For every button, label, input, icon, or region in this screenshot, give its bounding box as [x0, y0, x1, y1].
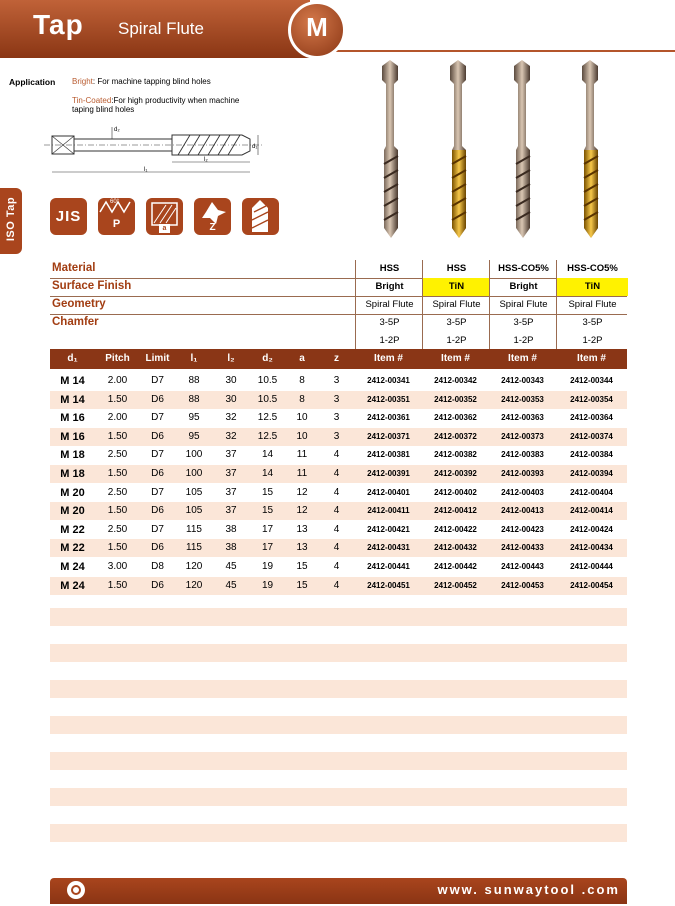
item-number-cell: 2412-00374: [570, 431, 613, 441]
column-header: d₂: [262, 353, 273, 364]
table-cell: D7: [151, 375, 164, 386]
spec-cell: Spiral Flute: [489, 296, 557, 314]
item-number-cell: 2412-00433: [501, 543, 544, 553]
spec-label: Material: [52, 262, 96, 274]
table-cell: 1.50: [107, 579, 128, 591]
spec-cell: Spiral Flute: [422, 296, 490, 314]
table-cell: 12: [296, 505, 308, 517]
table-row: [50, 539, 627, 557]
table-cell: 4: [333, 505, 340, 517]
column-header: z: [334, 353, 339, 364]
table-cell: 4: [333, 523, 340, 535]
table-cell: 15: [296, 561, 308, 572]
thread-size-cell: M 20: [60, 486, 85, 499]
item-number-cell: 2412-00423: [501, 524, 544, 534]
table-row: [50, 502, 627, 520]
column-header: Item #: [508, 353, 537, 364]
item-number-cell: 2412-00452: [434, 580, 477, 590]
item-number-cell: 2412-00351: [367, 394, 410, 404]
table-cell: 95: [188, 412, 200, 424]
thread-size-cell: M 22: [60, 542, 85, 555]
thread-size-cell: M 24: [60, 579, 85, 592]
spec-cell: 3-5P: [556, 314, 628, 332]
item-number-cell: 2412-00413: [501, 506, 544, 516]
item-number-cell: 2412-00422: [434, 524, 477, 534]
spec-cell: HSS: [422, 260, 490, 278]
thread-code-label: M: [306, 12, 328, 42]
table-cell: D6: [151, 468, 164, 479]
table-cell: 120: [185, 579, 203, 591]
tin-term: Tin-Coated: [72, 96, 112, 105]
table-cell: D6: [151, 393, 164, 405]
spec-row-chamfer-2: [50, 332, 627, 350]
table-row: [50, 391, 627, 409]
company-logo-icon: [67, 881, 85, 899]
item-number-cell: 2412-00414: [570, 506, 613, 516]
table-cell: 88: [188, 393, 200, 405]
table-cell: 4: [333, 486, 340, 498]
item-number-cell: 2412-00434: [570, 543, 613, 553]
item-number-cell: 2412-00412: [434, 506, 477, 516]
spec-cell: HSS: [355, 260, 423, 278]
table-cell: 11: [296, 468, 308, 479]
item-number-cell: 2412-00394: [570, 469, 613, 478]
table-row: [50, 446, 627, 464]
item-number-cell: 2412-00421: [367, 524, 410, 534]
thread-size-cell: M 14: [60, 393, 85, 406]
table-cell: 1.50: [107, 542, 128, 554]
thread-size-cell: M 18: [60, 468, 85, 480]
item-number-cell: 2412-00343: [501, 376, 544, 385]
table-header: [50, 349, 627, 369]
thread-size-cell: M 20: [60, 505, 85, 518]
empty-row-stripe: [50, 752, 627, 770]
thread-size-cell: M 24: [60, 561, 85, 573]
table-cell: 3: [333, 412, 340, 424]
table-cell: 19: [261, 579, 274, 591]
column-header: Item #: [577, 353, 606, 364]
chamfer-a-text: a: [159, 224, 170, 233]
spec-cell: Bright: [489, 278, 557, 296]
item-number-cell: 2412-00443: [501, 562, 544, 571]
item-number-cell: 2412-00344: [570, 376, 613, 385]
tap-product-images: [360, 60, 630, 240]
table-cell: 1.50: [107, 393, 128, 405]
table-cell: D6: [151, 505, 164, 517]
column-header: Item #: [441, 353, 470, 364]
table-cell: 15: [261, 486, 274, 498]
l2-label: l₂: [204, 157, 208, 163]
table-cell: 19: [261, 561, 274, 572]
table-cell: 38: [225, 523, 237, 535]
d2-label: d₂: [114, 127, 120, 133]
spec-cell: 3-5P: [422, 314, 490, 332]
item-number-cell: 2412-00363: [501, 413, 544, 423]
thread-size-cell: M 18: [60, 449, 85, 462]
table-cell: 1.50: [107, 505, 128, 517]
table-cell: 2.00: [107, 375, 128, 386]
table-cell: 11: [296, 449, 308, 461]
column-header: l₂: [227, 353, 235, 364]
item-number-cell: 2412-00361: [367, 413, 410, 423]
table-row: [50, 372, 627, 390]
table-cell: 120: [185, 561, 203, 572]
item-number-cell: 2412-00401: [367, 487, 410, 497]
empty-row-stripe: [50, 824, 627, 842]
spec-cell: 3-5P: [489, 314, 557, 332]
page-subtitle: Spiral Flute: [118, 19, 204, 38]
tap-photo-hssco-tin: [582, 60, 598, 238]
column-header: Pitch: [105, 353, 130, 364]
item-number-cell: 2412-00371: [367, 431, 410, 441]
item-number-cell: 2412-00384: [570, 450, 613, 460]
spec-cell: Spiral Flute: [355, 296, 423, 314]
table-row: [50, 577, 627, 595]
item-number-cell: 2412-00432: [434, 543, 477, 553]
item-number-cell: 2412-00373: [501, 431, 544, 441]
item-number-cell: 2412-00381: [367, 450, 410, 460]
table-row: [50, 465, 627, 483]
item-number-cell: 2412-00403: [501, 487, 544, 497]
table-cell: 14: [261, 468, 274, 479]
table-cell: 100: [185, 468, 203, 479]
spiral-tip-icon: [242, 198, 279, 235]
pitch-p-text: P: [112, 218, 121, 230]
item-number-cell: 2412-00341: [367, 376, 410, 385]
table-cell: 10.5: [257, 393, 278, 405]
table-cell: 15: [261, 505, 274, 517]
item-number-cell: 2412-00391: [367, 469, 410, 478]
spec-row-chamfer: [50, 314, 627, 332]
table-row: [50, 484, 627, 502]
jis-text: JIS: [55, 208, 82, 225]
table-cell: 37: [225, 505, 237, 517]
item-number-cell: 2412-00342: [434, 376, 477, 385]
item-number-cell: 2412-00442: [434, 562, 477, 571]
table-cell: 10.5: [257, 375, 278, 386]
table-cell: 4: [333, 468, 340, 479]
item-number-cell: 2412-00383: [501, 450, 544, 460]
table-cell: 2.50: [107, 486, 128, 498]
tap-dimension-diagram: [44, 118, 274, 186]
table-cell: 3: [333, 430, 340, 442]
l1-label: l₁: [144, 167, 148, 173]
tin-text-1: :For high productivity when machine: [111, 96, 240, 105]
table-cell: 17: [261, 523, 274, 535]
item-number-cell: 2412-00362: [434, 413, 477, 423]
table-cell: 8: [299, 375, 305, 386]
column-header: a: [299, 353, 305, 364]
table-cell: 10: [296, 412, 308, 424]
spec-cell: 1-2P: [556, 332, 628, 350]
table-cell: D7: [151, 449, 164, 461]
table-cell: 45: [225, 561, 237, 572]
table-cell: D6: [151, 430, 164, 442]
table-cell: 115: [186, 542, 202, 554]
table-cell: 105: [185, 486, 203, 498]
spec-label: Geometry: [52, 298, 106, 310]
table-cell: 12.5: [257, 412, 278, 424]
tin-text-2: taping blind holes: [72, 105, 135, 114]
table-cell: 37: [225, 468, 237, 479]
item-number-cell: 2412-00372: [434, 431, 477, 441]
table-cell: 12.5: [257, 430, 278, 442]
table-cell: 3: [333, 375, 340, 386]
spec-cell: 1-2P: [422, 332, 490, 350]
table-cell: 32: [225, 430, 237, 442]
table-cell: 15: [296, 579, 308, 591]
table-row: [50, 428, 627, 446]
item-number-cell: 2412-00392: [434, 469, 477, 478]
table-cell: 1.50: [107, 430, 128, 442]
spec-cell-highlight: TiN: [556, 278, 628, 296]
spec-row-material: [50, 260, 627, 279]
spec-row-surface-finish: [50, 278, 627, 297]
jis-badge-icon: [50, 198, 87, 235]
table-cell: 3.00: [107, 561, 128, 572]
spec-label: Surface Finish: [52, 280, 132, 292]
table-cell: 105: [185, 505, 203, 517]
empty-row-stripe: [50, 716, 627, 734]
tap-photo-hssco-bright: [514, 60, 530, 238]
column-header: Limit: [145, 353, 170, 364]
bright-term: Bright: [72, 77, 93, 86]
table-cell: 2.50: [107, 449, 128, 461]
item-number-cell: 2412-00441: [367, 562, 410, 571]
thread-size-cell: M 16: [60, 412, 85, 425]
item-number-cell: 2412-00411: [367, 506, 410, 516]
item-number-cell: 2412-00453: [501, 580, 544, 590]
item-number-cell: 2412-00444: [570, 562, 613, 571]
item-number-cell: 2412-00402: [434, 487, 477, 497]
table-cell: 1.50: [107, 468, 128, 479]
item-number-cell: 2412-00353: [501, 394, 544, 404]
table-row: [50, 558, 627, 576]
table-cell: 45: [225, 579, 237, 591]
spec-cell: 1-2P: [355, 332, 423, 350]
table-cell: 10: [296, 430, 308, 442]
item-number-cell: 2412-00352: [434, 394, 477, 404]
column-header: l₁: [190, 353, 198, 364]
table-cell: D6: [151, 579, 164, 591]
item-number-cell: 2412-00451: [367, 580, 410, 590]
table-cell: 30: [225, 375, 237, 386]
table-row: [50, 521, 627, 539]
table-cell: 95: [188, 430, 200, 442]
table-cell: 4: [333, 579, 340, 591]
spec-cell: 1-2P: [489, 332, 557, 350]
d1-label: d₁: [252, 144, 258, 150]
thread-size-cell: M 22: [60, 523, 85, 536]
tap-photo-hss-bright: [382, 60, 398, 238]
flute-count-icon: [194, 198, 231, 235]
table-cell: 2.00: [107, 412, 128, 424]
spec-row-geometry: [50, 296, 627, 315]
table-cell: 88: [188, 375, 200, 386]
table-cell: 30: [225, 393, 237, 405]
tap-photo-hss-tin: [450, 60, 466, 238]
table-cell: 4: [333, 561, 340, 572]
empty-row-stripe: [50, 644, 627, 662]
page-title: Tap: [33, 9, 84, 40]
table-cell: 4: [333, 449, 340, 461]
table-cell: D7: [151, 412, 164, 424]
table-cell: D8: [151, 561, 164, 572]
table-cell: 100: [185, 449, 203, 461]
empty-row-stripe: [50, 608, 627, 626]
item-number-cell: 2412-00431: [367, 543, 410, 553]
application-label: Application: [9, 77, 56, 87]
spec-label: Chamfer: [52, 316, 99, 328]
spec-cell: 3-5P: [355, 314, 423, 332]
spec-cell-highlight: TiN: [422, 278, 490, 296]
item-number-cell: 2412-00364: [570, 413, 613, 423]
table-cell: 12: [296, 486, 308, 498]
table-cell: 4: [333, 542, 340, 554]
spec-cell: Bright: [355, 278, 423, 296]
header-rule: [300, 50, 675, 52]
item-number-cell: 2412-00454: [570, 580, 613, 590]
z-text: Z: [209, 222, 216, 233]
item-number-cell: 2412-00424: [570, 524, 613, 534]
spec-cell: Spiral Flute: [556, 296, 628, 314]
spec-cell: HSS-CO5%: [556, 260, 628, 278]
chamfer-length-icon: [146, 198, 183, 235]
thread-size-cell: M 14: [60, 375, 85, 387]
spiral-flute-icon: [242, 198, 279, 235]
website-link[interactable]: www. sunwaytool .com: [437, 882, 620, 897]
table-cell: D7: [151, 486, 164, 498]
table-cell: 13: [296, 523, 308, 535]
thread-60-degree-icon: [98, 198, 135, 235]
table-cell: 13: [296, 542, 308, 554]
table-cell: D6: [151, 542, 164, 554]
item-number-cell: 2412-00393: [501, 469, 544, 478]
angle-text: 60°: [110, 199, 120, 205]
table-cell: 38: [225, 542, 237, 554]
item-number-cell: 2412-00382: [434, 450, 477, 460]
spec-cell: HSS-CO5%: [489, 260, 557, 278]
thread-size-cell: M 16: [60, 430, 85, 443]
table-cell: 115: [186, 523, 202, 535]
table-row: [50, 409, 627, 427]
empty-row-stripe: [50, 680, 627, 698]
table-cell: 37: [225, 486, 237, 498]
column-header: Item #: [374, 353, 403, 364]
table-cell: 17: [261, 542, 274, 554]
table-cell: 32: [225, 412, 237, 424]
table-cell: 2.50: [107, 523, 128, 535]
application-bright: [72, 77, 211, 87]
table-cell: D7: [151, 523, 164, 535]
table-cell: 37: [225, 449, 237, 461]
table-cell: 3: [333, 393, 340, 405]
empty-row-stripe: [50, 788, 627, 806]
side-tab-label: ISO Tap: [5, 196, 17, 242]
item-number-cell: 2412-00404: [570, 487, 613, 497]
item-number-cell: 2412-00354: [570, 394, 613, 404]
table-cell: 14: [261, 449, 274, 461]
column-header: d₁: [67, 353, 78, 364]
table-cell: 8: [299, 393, 305, 405]
bright-text: : For machine tapping blind holes: [92, 77, 211, 86]
